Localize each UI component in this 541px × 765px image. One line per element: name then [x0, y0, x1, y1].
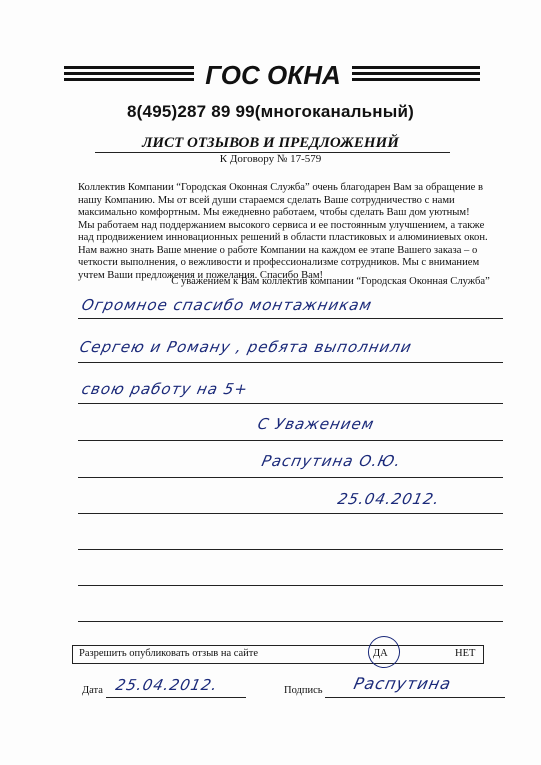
writing-line [78, 403, 503, 404]
writing-line [78, 440, 503, 441]
date-underline [106, 697, 246, 698]
page-title: ЛИСТ ОТЗЫВОВ И ПРЕДЛОЖЕНИЙ [142, 135, 399, 151]
date-label: Дата [82, 685, 103, 696]
intro-text [78, 182, 508, 282]
writing-line [78, 621, 503, 622]
intro-line: нашу Компанию. Мы от всей души стараемся сделать Ваше сотрудничество с нами [78, 194, 455, 206]
regards-text: С уважением к Вам коллектив компании “Городская Оконная Служба” [171, 276, 490, 287]
intro-line: Коллектив Компании “Городская Оконная Служба” очень благодарен Вам за обращение в [78, 182, 484, 193]
handwritten-line: 25.04.2012. [336, 490, 442, 508]
handwritten-line: С Уважением [256, 415, 377, 433]
contract-number: К Договору № 17-579 [219, 153, 322, 165]
intro-line: Мы работаем над поддержанием высокого сервиса и ее постоянным улучшением, а также [78, 219, 485, 231]
signature-underline [325, 697, 505, 698]
intro-line: максимально комфортным. Мы ежедневно работаем, чтобы сделать Ваш дом уютным! [78, 207, 470, 218]
yes-circle-mark [363, 631, 404, 672]
intro-line: учтем Ваши предложения и пожелания. Спасибо Вам! [78, 269, 324, 281]
publish-label: Разрешить опубликовать отзыв на сайте [79, 648, 259, 659]
publish-no-option[interactable]: НЕТ [455, 648, 476, 659]
intro-line: над продвижением инновационных решений в области пластиковых и алюминиевых окон. [78, 232, 488, 243]
phone-number: 8(495)287 89 99(многоканальный) [127, 102, 414, 121]
handwritten-line: свою работу на 5+ [80, 380, 250, 398]
writing-line [78, 362, 503, 363]
publish-permission-box [72, 645, 484, 664]
handwritten-date: 25.04.2012. [114, 676, 220, 694]
intro-line: четкости выполнения, о вежливости и профессионализме сотрудников. Мы с вниманием [78, 257, 480, 268]
logo-text: ГОС ОКНА [205, 60, 341, 90]
writing-line [78, 585, 503, 586]
signature-label: Подпись [284, 685, 323, 696]
writing-line [78, 477, 503, 478]
handwritten-signature: Распутина [351, 674, 454, 693]
handwritten-line: Сергею и Роману , ребята выполнили [78, 338, 414, 356]
publish-yes-option[interactable]: ДА [373, 648, 388, 659]
writing-line [78, 513, 503, 514]
handwritten-line: Огромное спасибо монтажникам [80, 296, 374, 314]
company-logo [62, 58, 482, 90]
writing-line [78, 549, 503, 550]
intro-line: Нам важно знать Ваше мнение о работе Компании на каждом ее этапе Вашего заказа – о [78, 244, 478, 256]
writing-line [78, 318, 503, 319]
handwritten-line: Распутина О.Ю. [260, 452, 403, 470]
